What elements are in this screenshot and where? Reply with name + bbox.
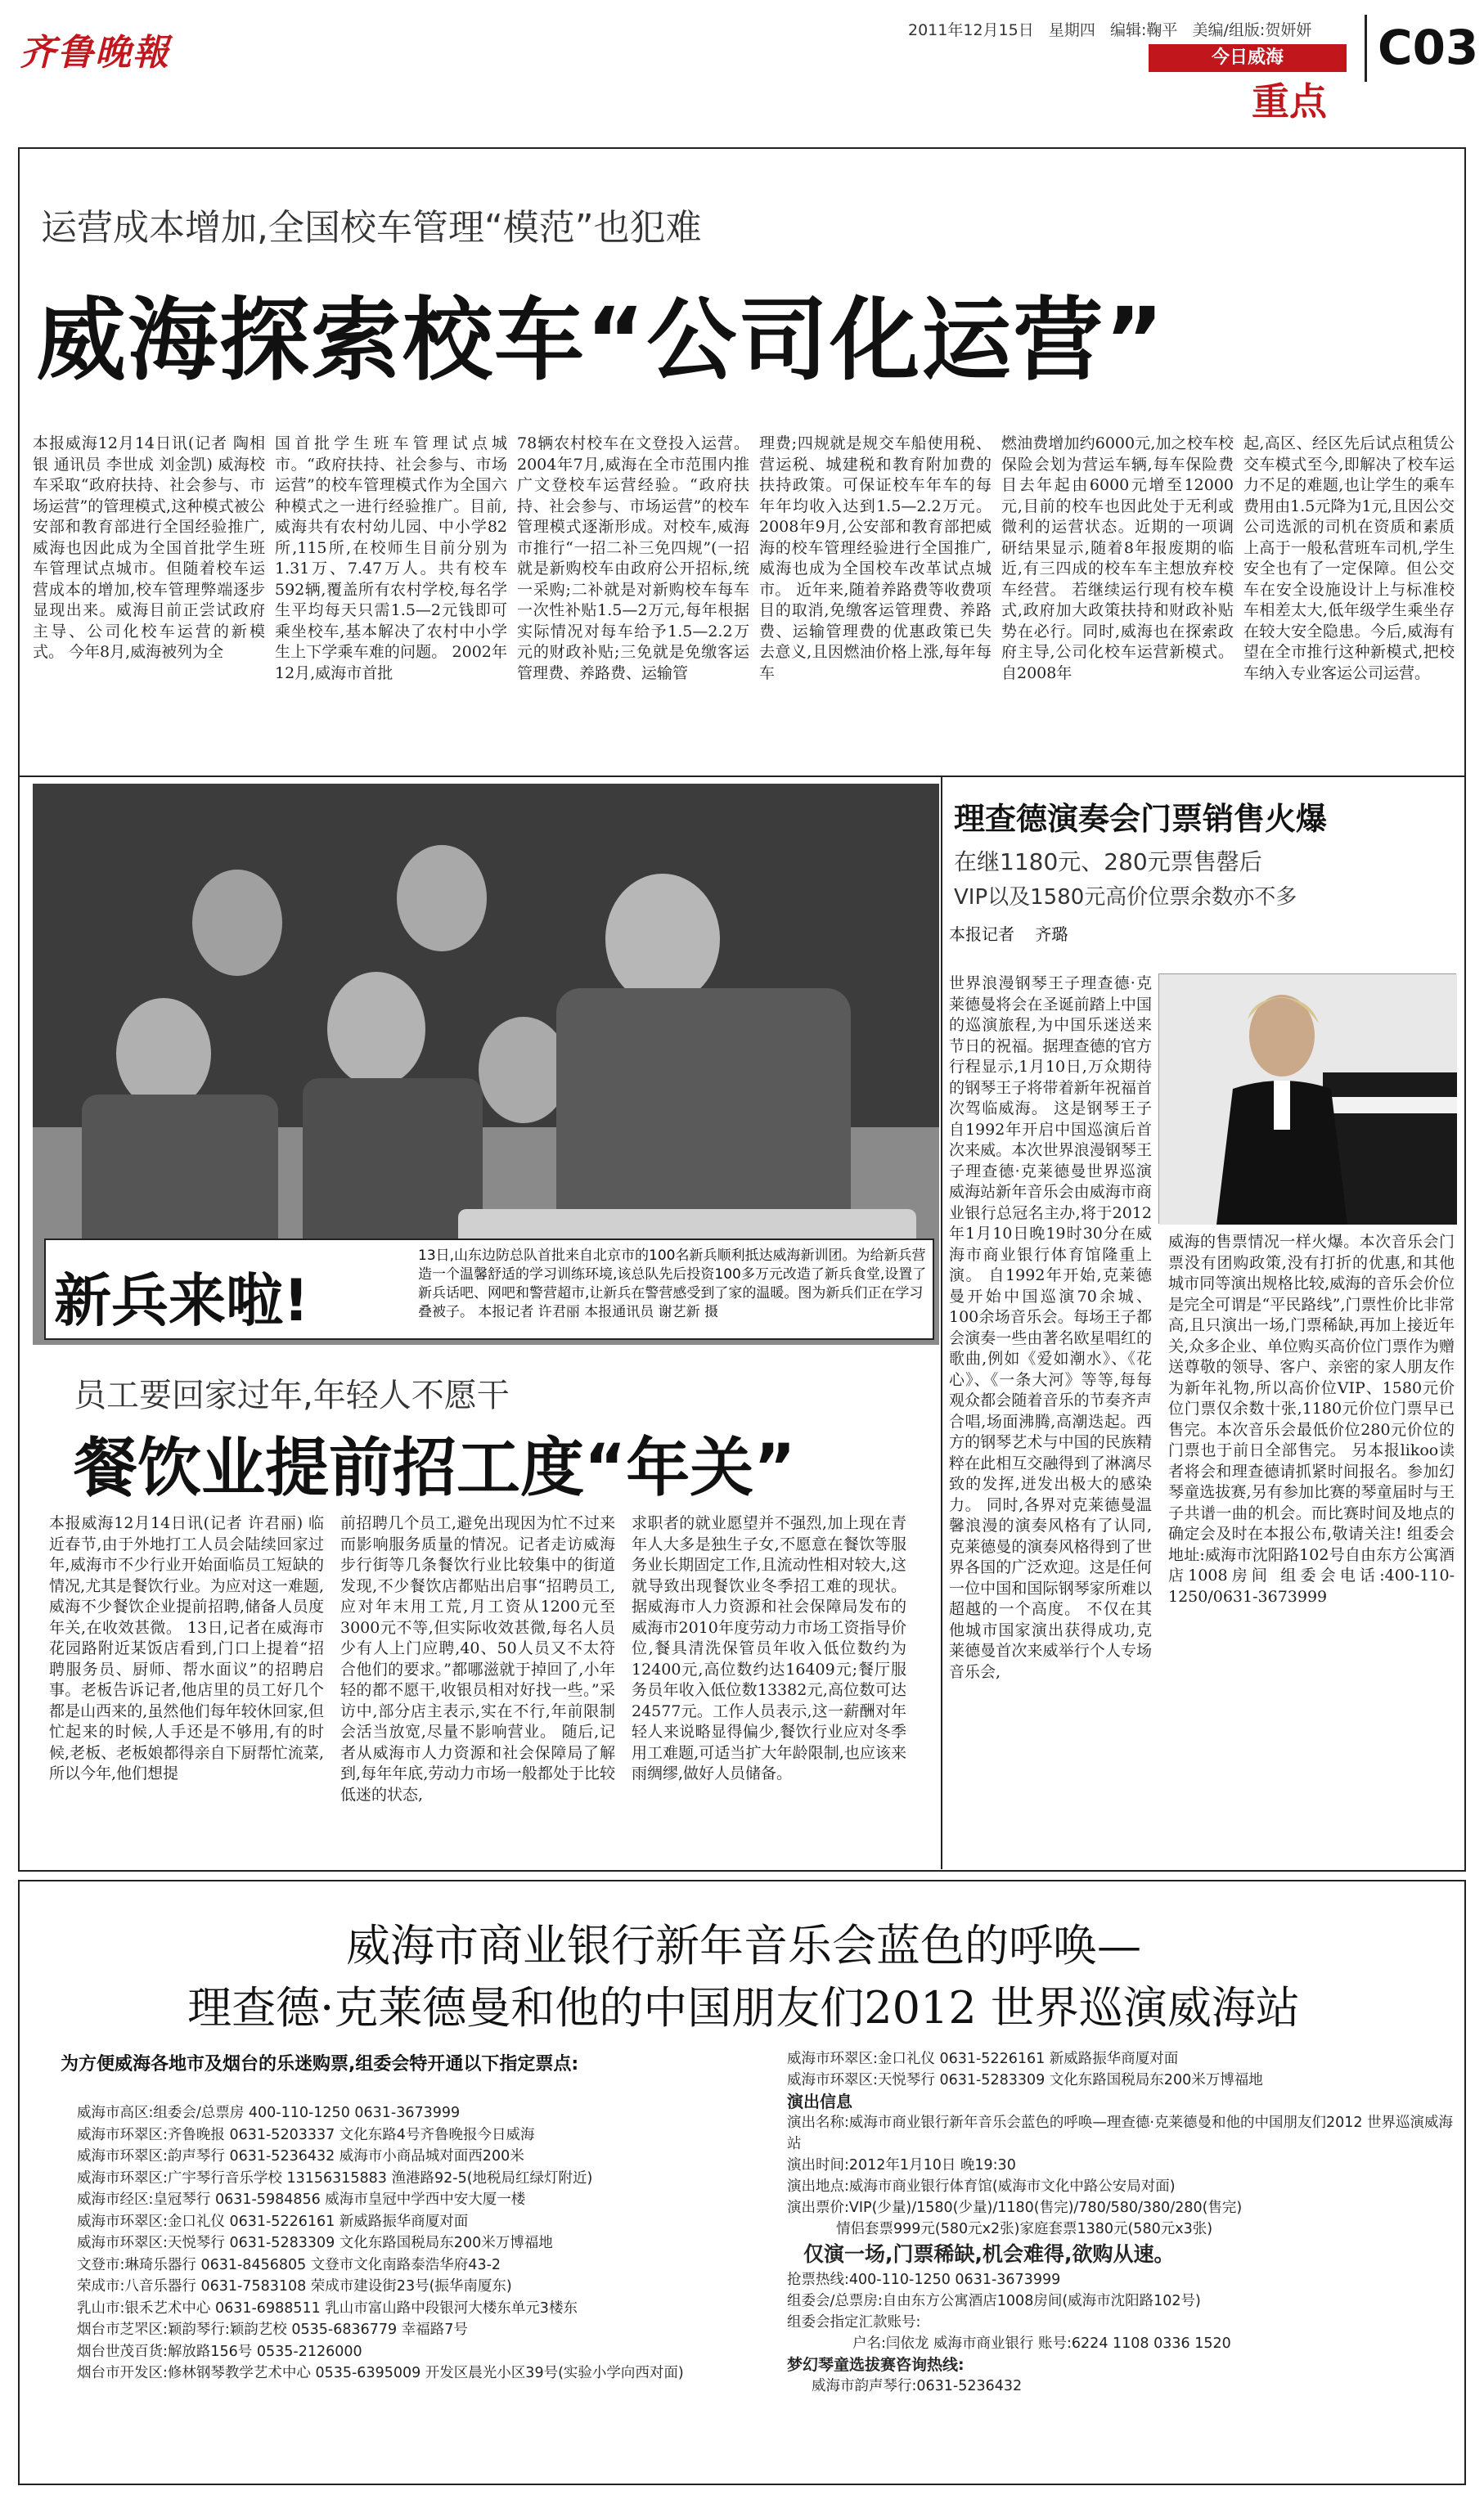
ad-info-line: 演出地点:威海市商业银行体育馆(威海市文化中路公安局对面) (787, 2178, 1176, 2195)
story3-byline: 本报记者 齐璐 (949, 924, 1068, 944)
story2-column-2: 前招聘几个员工,避免出现因为忙不过来而影响服务质量的情况。记者走访威海步行街等几条餐饮行业比较集中的街道发现,不少餐饮店都贴出启事“招聘员工,应对年末用工荒,月工资从1200元至3000元不等,但实际收效甚微,每名人员少有人上门应聘,40、50人员又不太符合他们的要求。”都哪滋就于掉回了,小年轻的都不愿干,收银员相对好找一些。”采访中,部分店主表示,实在不行,年前限制会活当放宽,尽量不影响营业。 随后,记者从威海市人力资源和社会保障局了解到,每年年底,劳动力市场一般都处于比较低迷的状态, (340, 1514, 615, 1804)
ad-outlet: 威海市环翠区:韵声琴行 0631-5236432 威海市小商品城对面西200米 (77, 2148, 524, 2165)
ad-info-line: 情侣套票999元(580元x2张)家庭套票1380元(580元x3张) (836, 2221, 1213, 2237)
ad-outlet: 烟台市开发区:修林钢琴教学艺术中心 0535-6395009 开发区晨光小区39号(实验小学向西对面) (77, 2365, 684, 2381)
story3-subhead-1: 在继1180元、280元票售罄后 (954, 848, 1262, 875)
header-divider (1365, 15, 1367, 82)
masthead (0, 0, 1484, 124)
story2-column-3: 求职者的就业愿望并不强烈,加上现在青年人大多是独生子女,不愿意在餐饮等服务业长期固定工作,且流动性相对较大,这就导致出现餐饮业冬季招工难的现状。 据威海市人力资源和社会保障局发布的威海市2010年度劳动力市场工资指导价位,餐具清洗保管员年收入低位数约为12400元,高位数约达16409元;餐厅服务员年收入低位数13382元,高位数可达24577元。工作人员表示,这一薪酬对年轻人来说略显得偏少,餐饮行业应对冬季用工难题,可适当扩大年龄限制,也应该来雨绸缪,做好人员储备。 (632, 1514, 906, 1782)
ad-contact: 组委会/总票房:自由东方公寓酒店1008房间(威海市沈阳路102号) (787, 2293, 1201, 2309)
pianist-photo-illustration (1159, 974, 1457, 1225)
ad-outlet: 烟台世茂百货:解放路156号 0535-2126000 (77, 2343, 362, 2360)
designer: 美编/组版:贺妍妍 (1192, 21, 1312, 39)
ad-intro: 为方便威海各地市及烟台的乐迷购票,组委会特开通以下指定票点: (61, 2054, 579, 2075)
ad-info-line: 演出名称:威海市商业银行新年音乐会蓝色的呼唤—理查德·克莱德曼和他的中国朋友们2012 世界巡演威海站 (787, 2115, 1454, 2152)
story1-column-6: 起,高区、经区先后试点租赁公交车模式至今,即解决了校车运力不足的难题,也让学生的乘车费用由1.5元降为1元,且因公交公司选派的司机在资质和素质上高于一般私营班车司机,学生安全也有了一定保障。但公交车在安全设施设计上与标准校车相差太大,低年级学生乘坐存在较大安全隐患。今后,威海有望在全市推行这种新模式,把校车纳入专业客运公司运营。 (1243, 434, 1455, 682)
ad-slogan: 仅演一场,门票稀缺,机会难得,欲购从速。 (803, 2242, 1175, 2266)
section-tag: 今日威海 (1149, 44, 1347, 72)
story-school-bus (18, 147, 1466, 777)
ad-info-head: 演出信息 (787, 2092, 852, 2111)
ad-info-line: 演出时间:2012年1月10日 晚19:30 (787, 2157, 1016, 2174)
ad-outlet: 烟台市芝罘区:颖韵琴行:颖韵艺校 0535-6836779 幸福路7号 (77, 2322, 468, 2338)
ad-outlet: 威海市高区:组委会/总票房 400-110-1250 0631-3673999 (77, 2105, 461, 2121)
column-divider (941, 777, 942, 1869)
ad-piano-head: 梦幻琴童选拔赛咨询热线: (787, 2356, 965, 2374)
story3-subhead-2: VIP以及1580元高价位票余数亦不多 (954, 885, 1297, 910)
concert-ad (18, 1880, 1466, 2485)
ad-contact: 抢票热线:400-110-1250 0631-3673999 (787, 2272, 1061, 2288)
ad-piano-line: 威海市韵声琴行:0631-5236432 (812, 2378, 1023, 2394)
ad-contact: 户名:闫依龙 威海市商业银行 账号:6224 1108 0336 1520 (852, 2335, 1231, 2352)
ad-outlet: 乳山市:银禾艺术中心 0631-6988511 乳山市富山路中段银河大楼东单元3楼东 (77, 2299, 578, 2317)
ad-outlet: 威海市经区:皇冠琴行 0631-5984856 威海市皇冠中学西中安大厦一楼 (77, 2192, 526, 2208)
story1-column-3: 78辆农村校车在文登投入运营。2004年7月,威海在全市范围内推广文登校车运营经验。“政府扶持、社会参与、市场运营”的校车管理模式逐渐形成。对校车,威海市推行“一招二补三免四规”(一招就是新购校车由政府公开招标,统一采购;二补就是对新购校车每车一次性补贴1.5—2万元,每年根据实际情况对每车给予1.5—2.2万元的财政补贴;三免就是免缴客运管理费、养路费、运输管 (517, 434, 749, 682)
story1-headline: 威海探索校车“公司化运营” (36, 288, 1166, 393)
story2-kicker: 员工要回家过年,年轻人不愿干 (74, 1377, 510, 1414)
page-number: C03 (1378, 20, 1479, 75)
ad-outlets-list (77, 2102, 789, 2385)
ad-info-panel (787, 2048, 1458, 2397)
ad-outlet: 威海市环翠区:齐鲁晚报 0631-5203337 文化东路4号齐鲁晚报今日威海 (77, 2126, 535, 2143)
story2-column-1: 本报威海12月14日讯(记者 许君丽) 临近春节,由于外地打工人员会陆续回家过年,威海市不少行业开始面临员工短缺的情况,尤其是餐饮行业。为应对这一难题,威海不少餐饮企业提前招聘,储备人员度年关,在收效甚微。 13日,记者在威海市花园路附近某饭店看到,门口上提着“招聘服务员、厨师、帮水面议”的招聘启事。老板告诉记者,他店里的员工好几个都是山西来的,虽然他们每年较休回家,但忙起来的时候,人手还是不够用,有的时候,老板、老板娘都得亲自下厨帮忙流菜,所以今年,他们想提 (49, 1514, 324, 1782)
story3-column-a-text: 世界浪漫钢琴王子理查德·克莱德曼将会在圣诞前踏上中国的巡演旅程,为中国乐迷送来节日的祝福。据理查德的官方行程显示,1月10日,万众期待的钢琴王子将带着新年祝福首次驾临威海。 这是钢琴王子自1992年开启中国巡演后首次来威。本次世界浪漫钢琴王子理查德·克莱德曼世界巡演威海站新年音乐会由威海市商业银行总冠名主办,将于2012年1月10日晚19时30分在威海市商业银行体育馆隆重上演。 自1992年开始,克莱德曼开始中国巡演70余城、100余场音乐会。每场王子都会演奏一些由著名欧星唱红的歌曲,例如《爱如潮水》、《花心》、《一条大河》等等,每每观众都会随着音乐的节奏齐声合唱,场面沸腾,高潮迭起。西方的钢琴艺术与中国的民族精粹在此相互交融得到了淋漓尽致的发挥,迸发出极大的感染力。 同时,各界对克莱德曼温馨浪漫的演奏风格有了认同,克莱德曼的演奏风格得到了世界各国的广泛欢迎。这是任何一位中国和国际钢琴家所难以超越的一个高度。 不仅在其他城市国家演出获得成功,克莱德曼首次来威举行个人专场音乐会, (949, 974, 1152, 1681)
story1-column-4: 理费;四规就是规交车船使用税、营运税、城建税和教育附加费的扶持政策。可保证校车年车的每年年均收入达到1.5—2.2万元。2008年9月,公安部和教育部把威海的校车管理经验进行全国推广,威海也成为全国校车改革试点城市。 近年来,随着养路费等收费项目的取消,免缴客运管理费、养路费、运输管理费的优惠政策已失去意义,且因燃油价格上涨,每年每车 (759, 434, 992, 682)
photo-title: 新兵来啦! (54, 1267, 309, 1334)
story3-headline: 理查德演奏会门票销售火爆 (954, 801, 1328, 837)
ad-title-1: 威海市商业银行新年音乐会蓝色的呼唤— (346, 1920, 1141, 1971)
ad-outlet: 威海市环翠区:金口礼仪 0631-5226161 新威路振华商厦对面 (77, 2213, 469, 2230)
ad-outlet: 文登市:琳琦乐器行 0631-8456805 文登市文化南路泰浩华府43-2 (77, 2256, 501, 2273)
story1-column-1: 本报威海12月14日讯(记者 陶相银 通讯员 李世成 刘金凯) 威海校车采取“政府扶持、社会参与、市场运营”的管理模式,这种模式被公安部和教育部进行全国经验推广,威海也因此成为全国首批学生班车管理试点城市。但随着校车运营成本的增加,校车管理弊端逐步显现出来。威海目前正尝试政府主导、公司化校车运营的新模式。 今年8月,威海被列为全 (33, 434, 265, 661)
story1-kicker: 运营成本增加,全国校车管理“模范”也犯难 (41, 207, 702, 249)
photo-story (33, 784, 939, 1345)
story1-column-2: 国首批学生班车管理试点城市。“政府扶持、社会参与、市场运营”的校车管理模式作为全国六种模式之一进行经验推广。目前,威海共有农村幼儿园、中小学82所,115所,在校师生目前分别为1.31万、7.47万人。共有校车592辆,覆盖所有农村学校,每名学生平均每天只需1.5—2元钱即可乘坐校车,基本解决了农村中小学生上下学乘车难的问题。 2002年12月,威海市首批 (275, 434, 507, 682)
story-concert (946, 777, 1464, 1869)
editor: 编辑:鞠平 (1109, 21, 1178, 39)
story3-column-a-body (949, 973, 1152, 1857)
issue-info (908, 18, 1311, 40)
section-title: 重点 (1252, 79, 1327, 124)
ad-outlet-right: 威海市环翠区:天悦琴行 0631-5283309 文化东路国税局东200米万博福地 (787, 2072, 1263, 2088)
story1-column-5: 燃油费增加约6000元,加之校车校保险会划为营运车辆,每车保险费目去年起由6000元增至12000元,目前的校车也因此处于无利或微利的运营状态。近期的一项调研结果显示,随着8年报废期的临近,有三四成的校车车主想放弃校车经营。 若继续运行现有校车模式,政府加大政策扶持和财政补贴势在必行。同时,威海也在探索政府主导,公司化校车运营新模式。自2008年 (1001, 434, 1234, 682)
issue-date: 2011年12月15日 (908, 21, 1034, 39)
photo-caption: 13日,山东边防总队首批来自北京市的100名新兵顺利抵达威海新训团。为给新兵营造一个温馨舒适的学习训练环境,该总队先后投资100多万元改造了新兵食堂,设置了新兵话吧、网吧和警营超市,让新兵在警营感受到了家的温暖。图为新兵们正在学习叠被子。 本报记者 许君丽 本报通讯员 谢艺新 摄 (418, 1248, 927, 1320)
ad-contact: 组委会指定汇款账号: (787, 2314, 921, 2331)
photo-caption-box (44, 1239, 934, 1340)
pianist-photo (1158, 973, 1456, 1224)
ad-outlet-right: 威海市环翠区:金口礼仪 0631-5226161 新威路振华商厦对面 (787, 2051, 1179, 2067)
issue-weekday: 星期四 (1048, 21, 1095, 39)
ad-outlet: 威海市环翠区:广宇琴行音乐学校 13156315883 渔港路92-5(地税局红绿灯附近) (77, 2169, 593, 2187)
ad-outlet: 威海市环翠区:天悦琴行 0631-5283309 文化东路国税局东200米万博福地 (77, 2235, 553, 2251)
ad-title-2: 理查德·克莱德曼和他的中国朋友们2012 世界巡演威海站 (187, 1982, 1300, 2034)
story3-column-b: 威海的售票情况一样火爆。本次音乐会门票没有团购政策,没有打折的优惠,和其他城市同等演出规格比较,威海的音乐会价位是完全可谓是“平民路线”,门票性价比非常高,且只演出一场,门票稀缺,再加上接近年关,众多企业、单位购买高价位门票作为赠送尊敬的领导、客户、亲密的家人朋友作为新年礼物,所以高价位VIP、1580元价位门票仅余数十张,1180元价位门票早已售完。本次音乐会最低价位280元价位的门票也于前日全部售完。 另本报likoo读者将会和理查德请抓紧时间报名。参加幻琴童选拔赛,另有参加比赛的琴童届时与王子共谱一曲的机会。而比赛时间及地点的确定会及时在本报公布,敬请关注! 组委会地址:威海市沈阳路102号自由东方公寓酒店1008房间 组委会电话:400-110-1250/0631-3673999 (1168, 1233, 1455, 1606)
story-catering (33, 1350, 939, 1869)
ad-info-line: 演出票价:VIP(少量)/1580(少量)/1180(售完)/780/580/380/280(售完) (787, 2200, 1243, 2216)
ad-outlet: 荣成市:八音乐器行 0631-7583108 荣成市建设街23号(振华南厦东) (77, 2278, 512, 2295)
newspaper-logo: 齐鲁晚報 (20, 32, 170, 74)
story2-headline: 餐饮业提前招工度“年关” (74, 1432, 796, 1505)
